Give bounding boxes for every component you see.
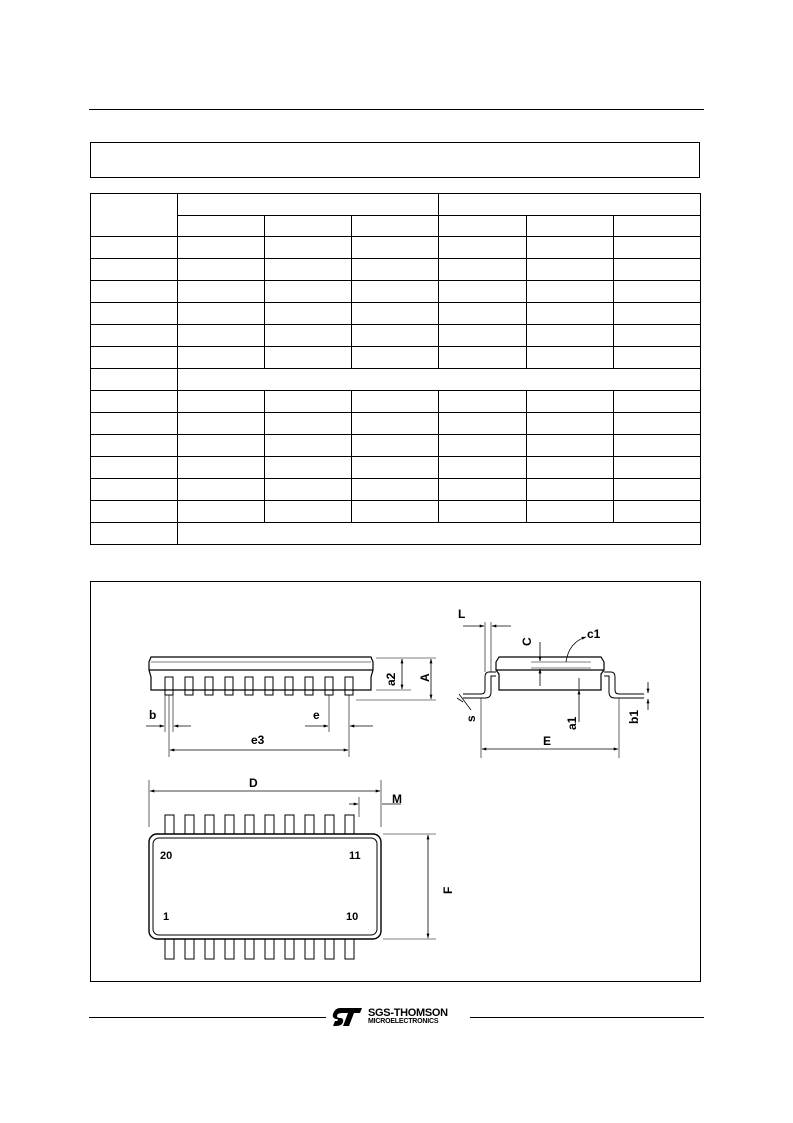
- table-header-max: [352, 216, 439, 237]
- table-row: [91, 413, 701, 435]
- label-A: A: [418, 673, 432, 682]
- table-row: [91, 259, 701, 281]
- label-a1: a1: [565, 716, 579, 730]
- pin-label-20: 20: [160, 850, 173, 862]
- brand-subtitle: MICROELECTRONICS: [368, 1018, 439, 1025]
- table-row: [91, 325, 701, 347]
- st-logo-icon: [332, 1006, 366, 1028]
- package-title-box: [90, 142, 700, 178]
- table-row: [91, 391, 701, 413]
- table-header-min: [439, 216, 526, 237]
- brand-name: SGS-THOMSON: [368, 1007, 448, 1019]
- label-e3: e3: [251, 733, 265, 747]
- table-row: [91, 501, 701, 523]
- table-row: [91, 303, 701, 325]
- footer-rule-left: [89, 1017, 326, 1018]
- table-header-typ: [526, 216, 613, 237]
- label-b: b: [149, 708, 157, 722]
- package-drawing: [90, 581, 701, 982]
- label-c1: c1: [587, 627, 601, 641]
- label-F: F: [441, 886, 455, 894]
- header-rule: [89, 109, 704, 110]
- table-row: [91, 237, 701, 259]
- label-s: s: [464, 715, 478, 722]
- table-row: [91, 347, 701, 369]
- package-outline-svg: [91, 582, 702, 983]
- table-header-typ: [265, 216, 352, 237]
- top-view-body: [149, 834, 381, 939]
- label-e: e: [313, 708, 320, 722]
- label-M: M: [392, 792, 402, 806]
- pin-label-11: 11: [349, 850, 361, 862]
- table-row: [91, 457, 701, 479]
- table-header-mm: [178, 194, 439, 216]
- pin-label-1: 1: [163, 911, 170, 923]
- table-row: [91, 479, 701, 501]
- label-L: L: [458, 607, 466, 621]
- label-C: C: [520, 637, 534, 646]
- company-logo: [332, 1006, 464, 1028]
- label-D: D: [249, 776, 258, 790]
- table-header-inch: [439, 194, 701, 216]
- table-row: [91, 369, 701, 391]
- table-row: [91, 523, 701, 545]
- dimensions-table: [90, 193, 701, 545]
- pin-label-10: 10: [346, 911, 359, 923]
- table-header-dim: [91, 194, 178, 237]
- table-header-min: [178, 216, 265, 237]
- table-row: [91, 281, 701, 303]
- label-a2: a2: [384, 672, 398, 686]
- label-E: E: [543, 734, 552, 748]
- label-b1: b1: [627, 709, 641, 724]
- table-header-max: [613, 216, 700, 237]
- footer-rule-right: [470, 1017, 704, 1018]
- table-row: [91, 435, 701, 457]
